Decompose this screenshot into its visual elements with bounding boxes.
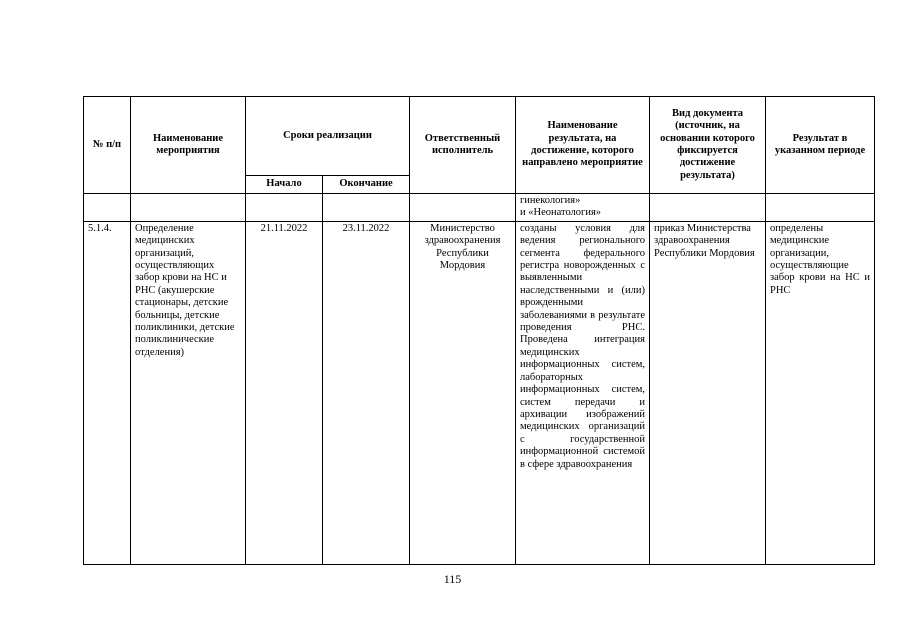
row-executor: Министерство здравоохранения Республики Мордовия: [410, 221, 516, 564]
cell-empty: [766, 194, 875, 222]
cell-empty: [131, 194, 246, 222]
continuation-line: гинекология»: [520, 195, 581, 206]
continuation-line: и «Неонатология»: [520, 207, 602, 219]
header-doc-type: Вид документа (источник, на основании которого фиксируется достижение результата): [650, 97, 766, 194]
continuation-text: [516, 194, 650, 222]
header-executor: Ответственный исполнитель: [410, 97, 516, 194]
cell-empty: [84, 194, 131, 222]
table-row: [84, 221, 875, 564]
cell-empty: [410, 194, 516, 222]
row-end-date: 23.11.2022: [323, 221, 410, 564]
page-number: 115: [443, 572, 462, 586]
header-num: № п/п: [84, 97, 131, 194]
cell-empty: [246, 194, 323, 222]
header-end: Окончание: [323, 176, 410, 194]
row-event: Определение медицинских организаций, осуществляющих забор крови на НС и РНС (акушерские стационары, детские больницы, детские поликлиники, детские поликлинические отделения): [131, 221, 246, 564]
continuation-row: [84, 194, 875, 222]
header-period: Сроки реализации: [246, 97, 410, 176]
header-start: Начало: [246, 176, 323, 194]
cell-empty: [650, 194, 766, 222]
header-event-name: Наименование мероприятия: [131, 97, 246, 194]
header-result: Результат в указанном периоде: [766, 97, 875, 194]
row-result: определены медицинские организации, осуществляющие забор крови на НС и РНС: [766, 221, 875, 564]
plan-table: [83, 96, 875, 565]
cell-empty: [323, 194, 410, 222]
header-result-name: Наименование результата, на достижение, которого направлено мероприятие: [516, 97, 650, 194]
row-doc-type: приказ Министерства здравоохранения Республики Мордовия: [650, 221, 766, 564]
row-num: 5.1.4.: [84, 221, 131, 564]
row-start-date: 21.11.2022: [246, 221, 323, 564]
row-result-name: созданы условия для ведения регионального сегмента федерального регистра новорожденных с выявленными наследственными и (или) врожденными заболеваниями в результате проведения РНС. Проведена интеграция медицинских информационных систем, лабораторных информационных систем, систем передачи и архивации изображений медицинских организаций с государственной информационной системой в сфере здравоохранения: [516, 221, 650, 564]
